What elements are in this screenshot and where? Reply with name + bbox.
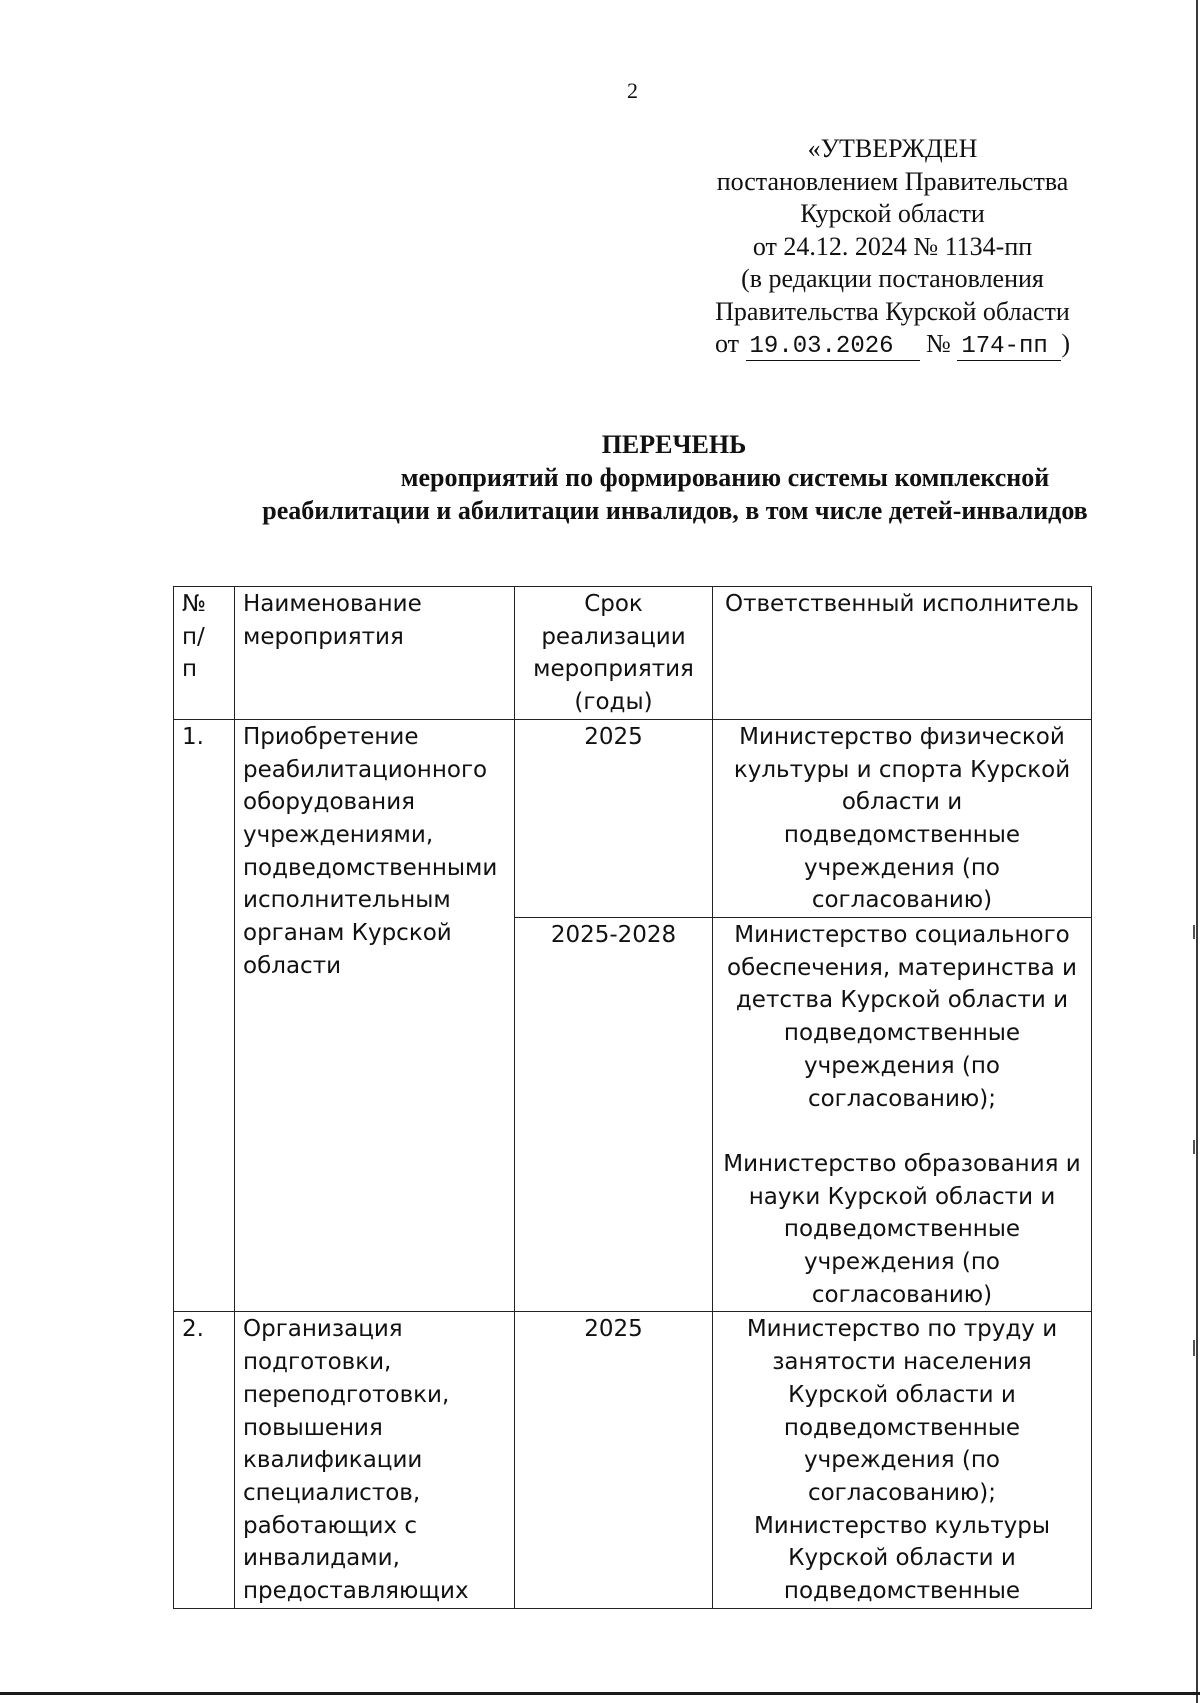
table-row [174, 719, 1092, 917]
approval-line-6: Правительства Курской области [715, 296, 1070, 326]
page-number: 2 [627, 78, 638, 103]
approval-line-3: Курской области [800, 199, 985, 228]
row-1b-executor-education: Министерство образования и науки Курской области и подведомственные учреждения (по согласованию) [723, 1150, 1081, 1308]
row-1-number: 1. [174, 719, 235, 1312]
row-1a-executor: Министерство физической культуры и спорта Курской области и подведомственные учреждения (по согласованию) [713, 719, 1092, 917]
amendment-number: 174-пп [957, 334, 1061, 361]
amendment-number-label: № [926, 329, 951, 358]
amendment-closing: ) [1061, 329, 1070, 358]
document-subtitle-line-1: мероприятий по формированию системы комплексной [400, 463, 1050, 492]
scan-edge-right [1196, 0, 1198, 1703]
document-title: ПЕРЕЧЕНЬ [601, 430, 747, 459]
document-heading [0, 428, 1200, 527]
row-1b-term: 2025-2028 [515, 918, 713, 1312]
header-term: Срок реализации мероприятия (годы) [515, 587, 713, 720]
row-1-name: Приобретение реабилитационного оборудования учреждениями, подведомственными исполнительным органам Курской области [235, 719, 515, 1312]
header-name: Наименование мероприятия [235, 587, 515, 720]
amendment-from-label: от [714, 329, 740, 358]
header-number: № п/ п [174, 587, 235, 720]
table-row [174, 1312, 1092, 1608]
paragraph-gap [721, 1115, 1083, 1148]
approval-line-5: (в редакции постановления [741, 264, 1044, 293]
amendment-date: 19.03.2026 [746, 334, 920, 361]
approval-line-4: от 24.12. 2024 № 1134-пп [752, 231, 1033, 261]
row-1a-term: 2025 [515, 719, 713, 917]
scan-edge-bottom [0, 1692, 1200, 1695]
row-2-number: 2. [174, 1312, 235, 1608]
row-1b-executor-social: Министерство социального обеспечения, материнства и детства Курской области и подведомственные учреждения (по согласованию); [727, 922, 1077, 1112]
scan-mark [1193, 1340, 1195, 1356]
scan-mark [1193, 1140, 1195, 1154]
approval-line-2: постановлением Правительства [716, 166, 1069, 196]
row-2-term: 2025 [515, 1312, 713, 1608]
amendment-line [680, 328, 1105, 361]
row-2-name: Организация подготовки, переподготовки, повышения квалификации специалистов, работающих с инвалидами, предоставляющих [235, 1312, 515, 1608]
row-2-executor: Министерство по труду и занятости населения Курской области и подведомственные учреждения (по согласованию); Министерство культуры Курской области и подведомственные [713, 1312, 1092, 1608]
table-header-row [174, 587, 1092, 720]
scan-mark [1193, 925, 1195, 939]
measures-table [173, 586, 1092, 1609]
approval-line-1: «УТВЕРЖДЕН [807, 134, 978, 163]
header-executor: Ответственный исполнитель [713, 587, 1092, 720]
document-subtitle-line-2: реабилитации и абилитации инвалидов, в том числе детей-инвалидов [262, 496, 1088, 525]
row-1b-executor [713, 918, 1092, 1312]
approval-stamp-block [680, 133, 1105, 361]
